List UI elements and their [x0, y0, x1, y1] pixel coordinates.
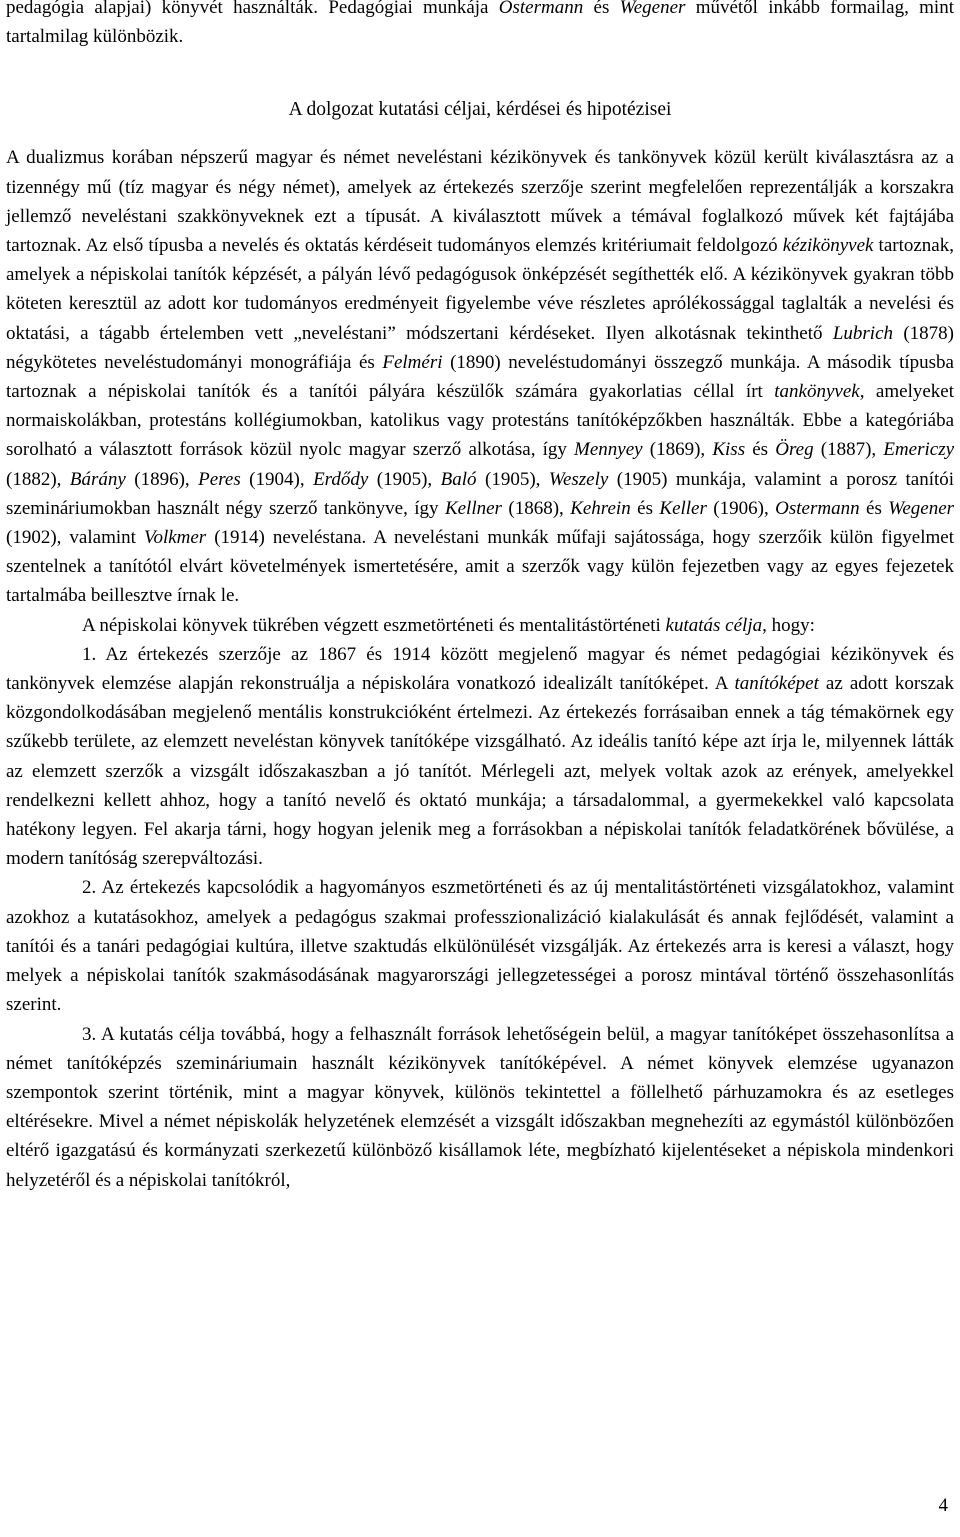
- text-run: (1869),: [642, 439, 713, 461]
- body-paragraph: [6, 873, 954, 1019]
- emphasized-text: kézikönyvek: [782, 235, 874, 257]
- emphasized-text: Kehrein: [570, 497, 631, 519]
- emphasized-text: Emericzy: [883, 439, 955, 461]
- text-run: (1914) neveléstana. A neveléstani munkák műfaji sajátossága, hogy szerzőik külön figyelmet szentelnek a tanítótól elvárt követelmények ismertetésére, amit a szerzők vagy külön fejezetben vagy az egyes fejezetek tartalmába beillesztve írnak le.: [6, 527, 954, 607]
- text-run: (1882),: [6, 468, 70, 490]
- emphasized-text: tankönyvek: [774, 381, 860, 403]
- emphasized-text: Ostermann: [498, 0, 584, 18]
- document-page: [6, 0, 954, 1195]
- emphasized-text: tanítóképet: [734, 673, 819, 695]
- section-title: A dolgozat kutatási céljai, kérdései és hipotézisei: [288, 99, 672, 121]
- paragraph-continued: [6, 0, 954, 51]
- text-run: (1878) négykötetes neveléstudományi monográfiája és: [6, 322, 954, 373]
- body-paragraph: [6, 640, 954, 874]
- emphasized-text: Peres: [198, 468, 241, 490]
- text-run: az adott korszak közgondolkodásában megjelenő mentális konstrukcióként értelmezi. Az értekezés forrásaiban ennek a tág témakörnek egy szűkebb területe, az elemzett neveléstan könyvek tanítóképe vizsgálható. Az ideális tanító képe azt írja le, milyennek látták az elemzett szerzők a vizsgált időszakaszban a jó tanítót. Mérlegeli azt, melyek voltak azok az erények, amelyekkel rendelkezni kellett ahhoz, hogy a tanító nevelő és oktató munkája; a társadalommal, a gyermekekkel való kapcsolata hatékony legyen. Fel akarja tárni, hogy hogyan jelenik meg a forrásokban a népiskolai tanítók feladatkörének bővülése, a modern tanítóság szerepváltozási.: [6, 673, 954, 870]
- emphasized-text: Baló: [440, 468, 477, 490]
- emphasized-text: Ostermann: [775, 497, 860, 519]
- emphasized-text: Wegener: [619, 0, 686, 18]
- text-run: (1905),: [476, 468, 549, 490]
- text-run: (1902), valamint: [6, 527, 144, 549]
- text-run: 3. A kutatás célja továbbá, hogy a felhasznált források lehetőségein belül, a magyar tanítóképet összehasonlítsa a német tanítóképzés szemináriumain használt kézikönyvek tanítóképével. A német könyvek elemzése ugyanazon szempontok szerint történik, mint a magyar könyvek, különös tekintettel a föllelhető párhuzamokra és az esetleges eltérésekre. Mivel a német népiskolák helyzetének elemzését a vizsgált időszakban megnehezíti az egymástól különbözően eltérő igazgatású és kormányzati szerkezetű különböző kisállamok léte, megbízható kijelentéseket a népiskola mindenkori helyzetéről és a népiskolai tanítókról,: [6, 1023, 954, 1191]
- emphasized-text: Felméri: [382, 351, 443, 373]
- emphasized-text: Volkmer: [143, 527, 207, 549]
- text-run: (1868),: [501, 497, 571, 519]
- emphasized-text: Erdődy: [313, 468, 369, 490]
- text-run: (1896),: [125, 468, 199, 490]
- text-run: , amelyeket normaiskolákban, protestáns kollégiumokban, katolikus vagy protestáns tanítóképzőkben használták. Ebbe a kategóriába sorolható a választott források közül nyolc magyar szerző alkotása, így: [6, 381, 954, 461]
- emphasized-text: kutatás célja: [665, 614, 763, 636]
- emphasized-text: Bárány: [69, 468, 126, 490]
- text-run: művétől inkább formailag, mint tartalmilag különbözik.: [6, 0, 954, 48]
- body-paragraph: [6, 611, 954, 640]
- emphasized-text: Kiss: [712, 439, 746, 461]
- text-run: A népiskolai könyvek tükrében végzett eszmetörténeti és mentalitástörténeti: [82, 614, 666, 636]
- body-paragraph: [6, 143, 954, 610]
- text-run: (1905),: [368, 468, 441, 490]
- body-paragraph: [6, 1020, 954, 1195]
- text-run: (1890) neveléstudományi összegző munkája. A második típusba tartoznak a népiskolai tanítók és a tanítói pályára készülők számára gyakorlatias céllal írt: [6, 351, 954, 403]
- emphasized-text: Öreg: [775, 439, 814, 461]
- emphasized-text: Kellner: [444, 497, 502, 519]
- text-run: (1904),: [240, 468, 314, 490]
- text-run: pedagógia alapjai) könyvét használták. Pedagógiai munkája: [6, 0, 499, 18]
- text-run: (1906),: [706, 497, 776, 519]
- text-run: és: [630, 497, 660, 519]
- emphasized-text: Lubrich: [832, 322, 894, 344]
- text-run: és: [859, 497, 889, 519]
- emphasized-text: Keller: [659, 497, 707, 519]
- text-run: , hogy:: [762, 614, 815, 636]
- text-run: és: [745, 439, 776, 461]
- text-run: tartoznak, amelyek a népiskolai tanítók képzését, a pályán lévő pedagógusok önképzését segíthették elő. A kézikönyvek gyakran több köteten keresztül az adott kor tudományos eredményeit figyelembe véve részletes aprólékossággal taglalták a nevelési és oktatási, a tágabb értelemben vett „neveléstani” módszertani kérdéseket. Ilyen alkotásnak tekinthető: [6, 235, 954, 344]
- emphasized-text: Weszely: [548, 468, 609, 490]
- text-run: (1887),: [813, 439, 884, 461]
- emphasized-text: Mennyey: [574, 439, 643, 461]
- emphasized-text: Wegener: [888, 497, 955, 519]
- page-number: 4: [938, 1495, 948, 1516]
- text-run: 1. Az értekezés szerzője az 1867 és 1914 között megjelenő magyar és német pedagógiai kézikönyvek és tankönyvek elemzése alapján rekonstruálja a népiskolára vonatkozó idealizált tanítóképet. A: [6, 643, 954, 695]
- text-run: (1905) munkája, valamint a porosz tanítói szemináriumokban használt négy szerző tankönyve, így: [6, 468, 955, 519]
- paragraph-list: [6, 143, 954, 1194]
- text-run: A dualizmus korában népszerű magyar és német neveléstani kézikönyvek és tankönyvek közül került kiválasztásra az a tizennégy mű (tíz magyar és négy német), amelyek az értekezés szerzője szerint megfelelően reprezentálják a korszakra jellemző neveléstani szakkönyveknek ezt a típusát. A kiválasztott művek a témával foglalkozó művek két fajtájába tartoznak. Az első típusba a nevelés és oktatás kérdéseit tudományos elemzés kritériumait feldolgozó: [6, 147, 954, 257]
- text-run: és: [583, 0, 620, 18]
- text-run: 2. Az értekezés kapcsolódik a hagyományos eszmetörténeti és az új mentalitástörténeti vizsgálatokhoz, valamint azokhoz a kutatásokhoz, amelyek a pedagógus szakmai professzionalizáció kialakulását és annak fejlődését, valamint a tanítói és a tanári pedagógiai kultúra, illetve szaktudás elkülönülését vizsgálják. Az értekezés arra is keresi a választ, hogy melyek a népiskolai tanítók szakmásodásának magyarországi jellegzetességei a porosz mintával történő összehasonlítás szerint.: [6, 877, 954, 1016]
